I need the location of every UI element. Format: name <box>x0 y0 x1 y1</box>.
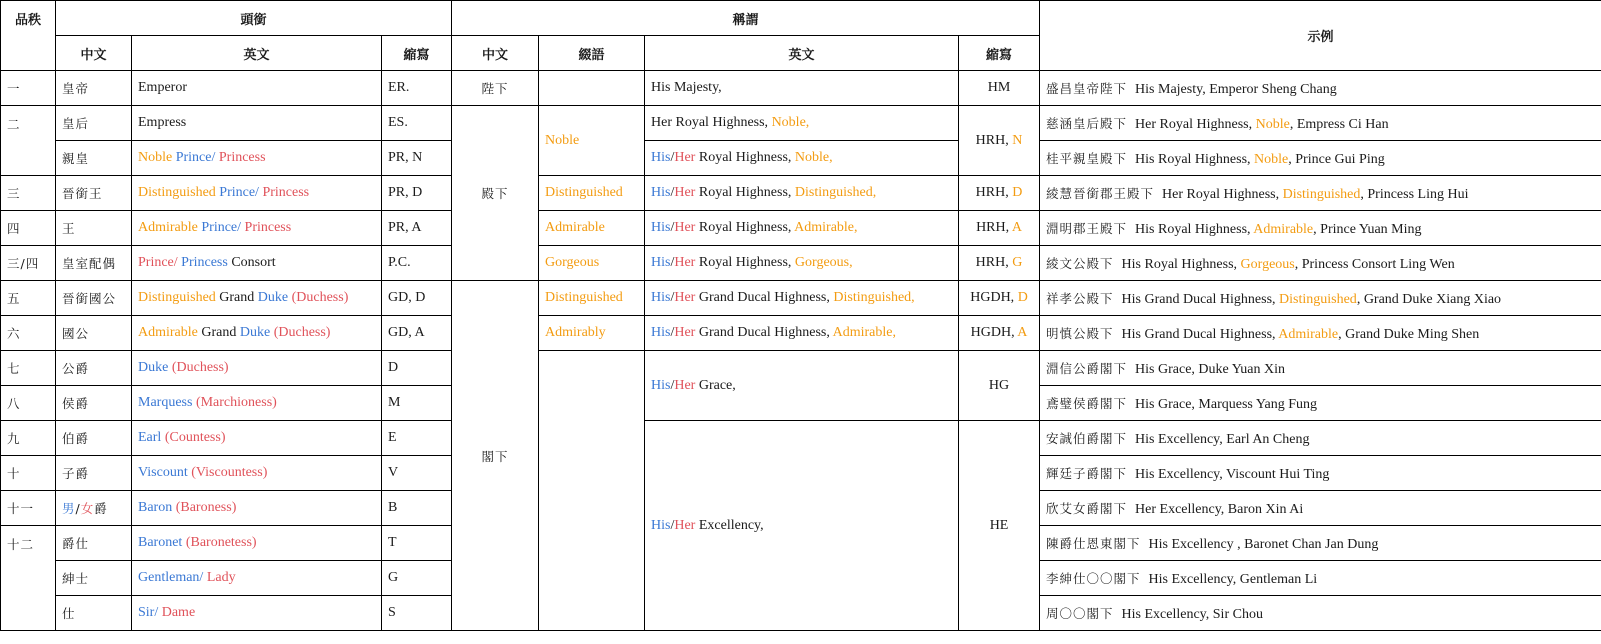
title-abbr-cell: PR, N <box>382 141 452 176</box>
example-cn: 盛昌皇帝陛下 <box>1046 80 1128 96</box>
addr-cn-cell: 陛下 <box>452 71 539 106</box>
title-abbr-cell: B <box>382 491 452 526</box>
addr-en-cell: His/Her Royal Highness, Noble, <box>645 141 959 176</box>
addr-mod-cell: Distinguished <box>539 281 645 316</box>
table-row <box>1 351 1601 386</box>
title-cn-cell: 皇后 <box>56 106 132 141</box>
title-cn-cell: 王 <box>56 211 132 246</box>
addr-mod-cell <box>539 351 645 631</box>
table-row <box>1 141 1601 176</box>
rank-cell: 六 <box>1 316 56 351</box>
rank-cell: 三/四 <box>1 246 56 281</box>
example-cell: 綾慧晉銜郡王殿下 Her Royal Highness, Distinguished, Princess Ling Hui <box>1040 176 1601 211</box>
addr-mod-cell: Admirably <box>539 316 645 351</box>
example-cell: 祥孝公殿下 His Grand Ducal Highness, Distinguished, Grand Duke Xiang Xiao <box>1040 281 1601 316</box>
addr-abbr-cell: HRH, N <box>959 106 1040 176</box>
header-rank: 品秩 <box>1 1 56 71</box>
rank-cell: 四 <box>1 211 56 246</box>
title-abbr-cell: GD, D <box>382 281 452 316</box>
header-row-1 <box>1 1 1601 36</box>
title-cn-cell: 晉銜國公 <box>56 281 132 316</box>
header-title-group: 頭銜 <box>56 1 452 36</box>
example-cell: 鳶璧侯爵閣下 His Grace, Marquess Yang Fung <box>1040 386 1601 421</box>
table-row <box>1 281 1601 316</box>
addr-en-cell: His/Her Grace, <box>645 351 959 421</box>
title-cn-cell: 親皇 <box>56 141 132 176</box>
rank-cell: 八 <box>1 386 56 421</box>
example-cell: 綾文公殿下 His Royal Highness, Gorgeous, Princess Consort Ling Wen <box>1040 246 1601 281</box>
title-cn-cell: 子爵 <box>56 456 132 491</box>
example-cell <box>1040 71 1601 106</box>
header-addr-abbr: 縮寫 <box>959 36 1040 71</box>
header-addr-en: 英文 <box>645 36 959 71</box>
addr-mod-cell: Distinguished <box>539 176 645 211</box>
addr-en-cell: His/Her Royal Highness, Distinguished, <box>645 176 959 211</box>
rank-cell: 三 <box>1 176 56 211</box>
rank-cell: 五 <box>1 281 56 316</box>
example-cell: 輝廷子爵閣下 His Excellency, Viscount Hui Ting <box>1040 456 1601 491</box>
example-cell: 桂平親皇殿下 His Royal Highness, Noble, Prince Gui Ping <box>1040 141 1601 176</box>
title-en-cell: Admirable Grand Duke (Duchess) <box>132 316 382 351</box>
example-cell: 周〇〇閣下 His Excellency, Sir Chou <box>1040 596 1601 631</box>
rank-cell: 十一 <box>1 491 56 526</box>
header-address-group: 稱謂 <box>452 1 1040 36</box>
title-en-cell: Emperor <box>132 71 382 106</box>
table-row <box>1 211 1601 246</box>
rank-cell: 十二 <box>1 526 56 631</box>
addr-en-cell: His Majesty, <box>645 71 959 106</box>
title-cn-cell: 仕 <box>56 596 132 631</box>
table-row <box>1 71 1601 106</box>
title-en-cell: Gentleman/ Lady <box>132 561 382 596</box>
title-abbr-cell: T <box>382 526 452 561</box>
table-row <box>1 246 1601 281</box>
table-row <box>1 176 1601 211</box>
title-en-cell: Viscount (Viscountess) <box>132 456 382 491</box>
title-abbr-cell: ER. <box>382 71 452 106</box>
addr-abbr-cell: HG <box>959 351 1040 421</box>
title-cn-cell: 爵仕 <box>56 526 132 561</box>
rank-cell: 一 <box>1 71 56 106</box>
title-en-cell: Distinguished Prince/ Princess <box>132 176 382 211</box>
title-abbr-cell: S <box>382 596 452 631</box>
header-example: 示例 <box>1040 1 1601 71</box>
title-cn-cell: 國公 <box>56 316 132 351</box>
title-cn-cell: 男/女爵 <box>56 491 132 526</box>
title-abbr-cell: ES. <box>382 106 452 141</box>
table-row <box>1 106 1601 141</box>
title-abbr-cell: M <box>382 386 452 421</box>
title-abbr-cell: PR, D <box>382 176 452 211</box>
example-cell: 明慎公殿下 His Grand Ducal Highness, Admirable, Grand Duke Ming Shen <box>1040 316 1601 351</box>
table-row <box>1 421 1601 456</box>
addr-mod-cell <box>539 71 645 106</box>
title-abbr-cell: PR, A <box>382 211 452 246</box>
addr-abbr-cell: HRH, G <box>959 246 1040 281</box>
title-en-cell: Duke (Duchess) <box>132 351 382 386</box>
title-cn-cell: 皇室配偶 <box>56 246 132 281</box>
title-abbr-cell: P.C. <box>382 246 452 281</box>
addr-abbr-cell: HE <box>959 421 1040 631</box>
header-title-cn: 中文 <box>56 36 132 71</box>
title-en-cell: Baron (Baroness) <box>132 491 382 526</box>
example-cell: 慈涵皇后殿下 Her Royal Highness, Noble, Empress Ci Han <box>1040 106 1601 141</box>
table-row <box>1 316 1601 351</box>
addr-en-cell: His/Her Royal Highness, Admirable, <box>645 211 959 246</box>
addr-abbr-cell: HM <box>959 71 1040 106</box>
addr-en-cell: His/Her Grand Ducal Highness, Distinguished, <box>645 281 959 316</box>
title-abbr-cell: E <box>382 421 452 456</box>
addr-cn-cell: 閣下 <box>452 281 539 631</box>
header-addr-cn: 中文 <box>452 36 539 71</box>
rank-cell: 七 <box>1 351 56 386</box>
addr-en-cell: Her Royal Highness, Noble, <box>645 106 959 141</box>
header-addr-mod: 綴語 <box>539 36 645 71</box>
addr-en-cell: His/Her Grand Ducal Highness, Admirable, <box>645 316 959 351</box>
title-cn-cell: 侯爵 <box>56 386 132 421</box>
example-cell: 淵信公爵閣下 His Grace, Duke Yuan Xin <box>1040 351 1601 386</box>
example-cell: 淵明郡王殿下 His Royal Highness, Admirable, Prince Yuan Ming <box>1040 211 1601 246</box>
title-en-cell: Prince/ Princess Consort <box>132 246 382 281</box>
example-cell: 陳爵仕恩東閣下 His Excellency , Baronet Chan Jan Dung <box>1040 526 1601 561</box>
addr-mod-cell: Admirable <box>539 211 645 246</box>
addr-mod-cell: Noble <box>539 106 645 176</box>
example-cell: 李紳仕〇〇閣下 His Excellency, Gentleman Li <box>1040 561 1601 596</box>
title-en-cell: Marquess (Marchioness) <box>132 386 382 421</box>
addr-cn-cell: 殿下 <box>452 106 539 281</box>
title-cn-cell: 晉銜王 <box>56 176 132 211</box>
title-en-cell: Sir/ Dame <box>132 596 382 631</box>
addr-abbr-cell: HRH, A <box>959 211 1040 246</box>
title-abbr-cell: V <box>382 456 452 491</box>
title-en-cell: Baronet (Baronetess) <box>132 526 382 561</box>
title-abbr-cell: GD, A <box>382 316 452 351</box>
addr-abbr-cell: HGDH, A <box>959 316 1040 351</box>
title-cn-cell: 伯爵 <box>56 421 132 456</box>
addr-en-cell: His/Her Excellency, <box>645 421 959 631</box>
title-en-cell: Distinguished Grand Duke (Duchess) <box>132 281 382 316</box>
addr-mod-cell: Gorgeous <box>539 246 645 281</box>
title-en-cell: Earl (Countess) <box>132 421 382 456</box>
example-en: His Majesty, Emperor Sheng Chang <box>1135 81 1337 97</box>
title-cn-cell: 皇帝 <box>56 71 132 106</box>
title-cn-cell: 公爵 <box>56 351 132 386</box>
title-cn-cell: 紳士 <box>56 561 132 596</box>
title-en-cell: Empress <box>132 106 382 141</box>
header-title-abbr: 縮寫 <box>382 36 452 71</box>
rank-cell: 二 <box>1 106 56 176</box>
title-abbr-cell: G <box>382 561 452 596</box>
title-en-cell: Admirable Prince/ Princess <box>132 211 382 246</box>
rank-cell: 十 <box>1 456 56 491</box>
title-abbr-cell: D <box>382 351 452 386</box>
addr-abbr-cell: HRH, D <box>959 176 1040 211</box>
addr-abbr-cell: HGDH, D <box>959 281 1040 316</box>
title-en-cell: Noble Prince/ Princess <box>132 141 382 176</box>
header-title-en: 英文 <box>132 36 382 71</box>
rank-cell: 九 <box>1 421 56 456</box>
example-cell: 欣艾女爵閣下 Her Excellency, Baron Xin Ai <box>1040 491 1601 526</box>
example-cell: 安誠伯爵閣下 His Excellency, Earl An Cheng <box>1040 421 1601 456</box>
addr-en-cell: His/Her Royal Highness, Gorgeous, <box>645 246 959 281</box>
